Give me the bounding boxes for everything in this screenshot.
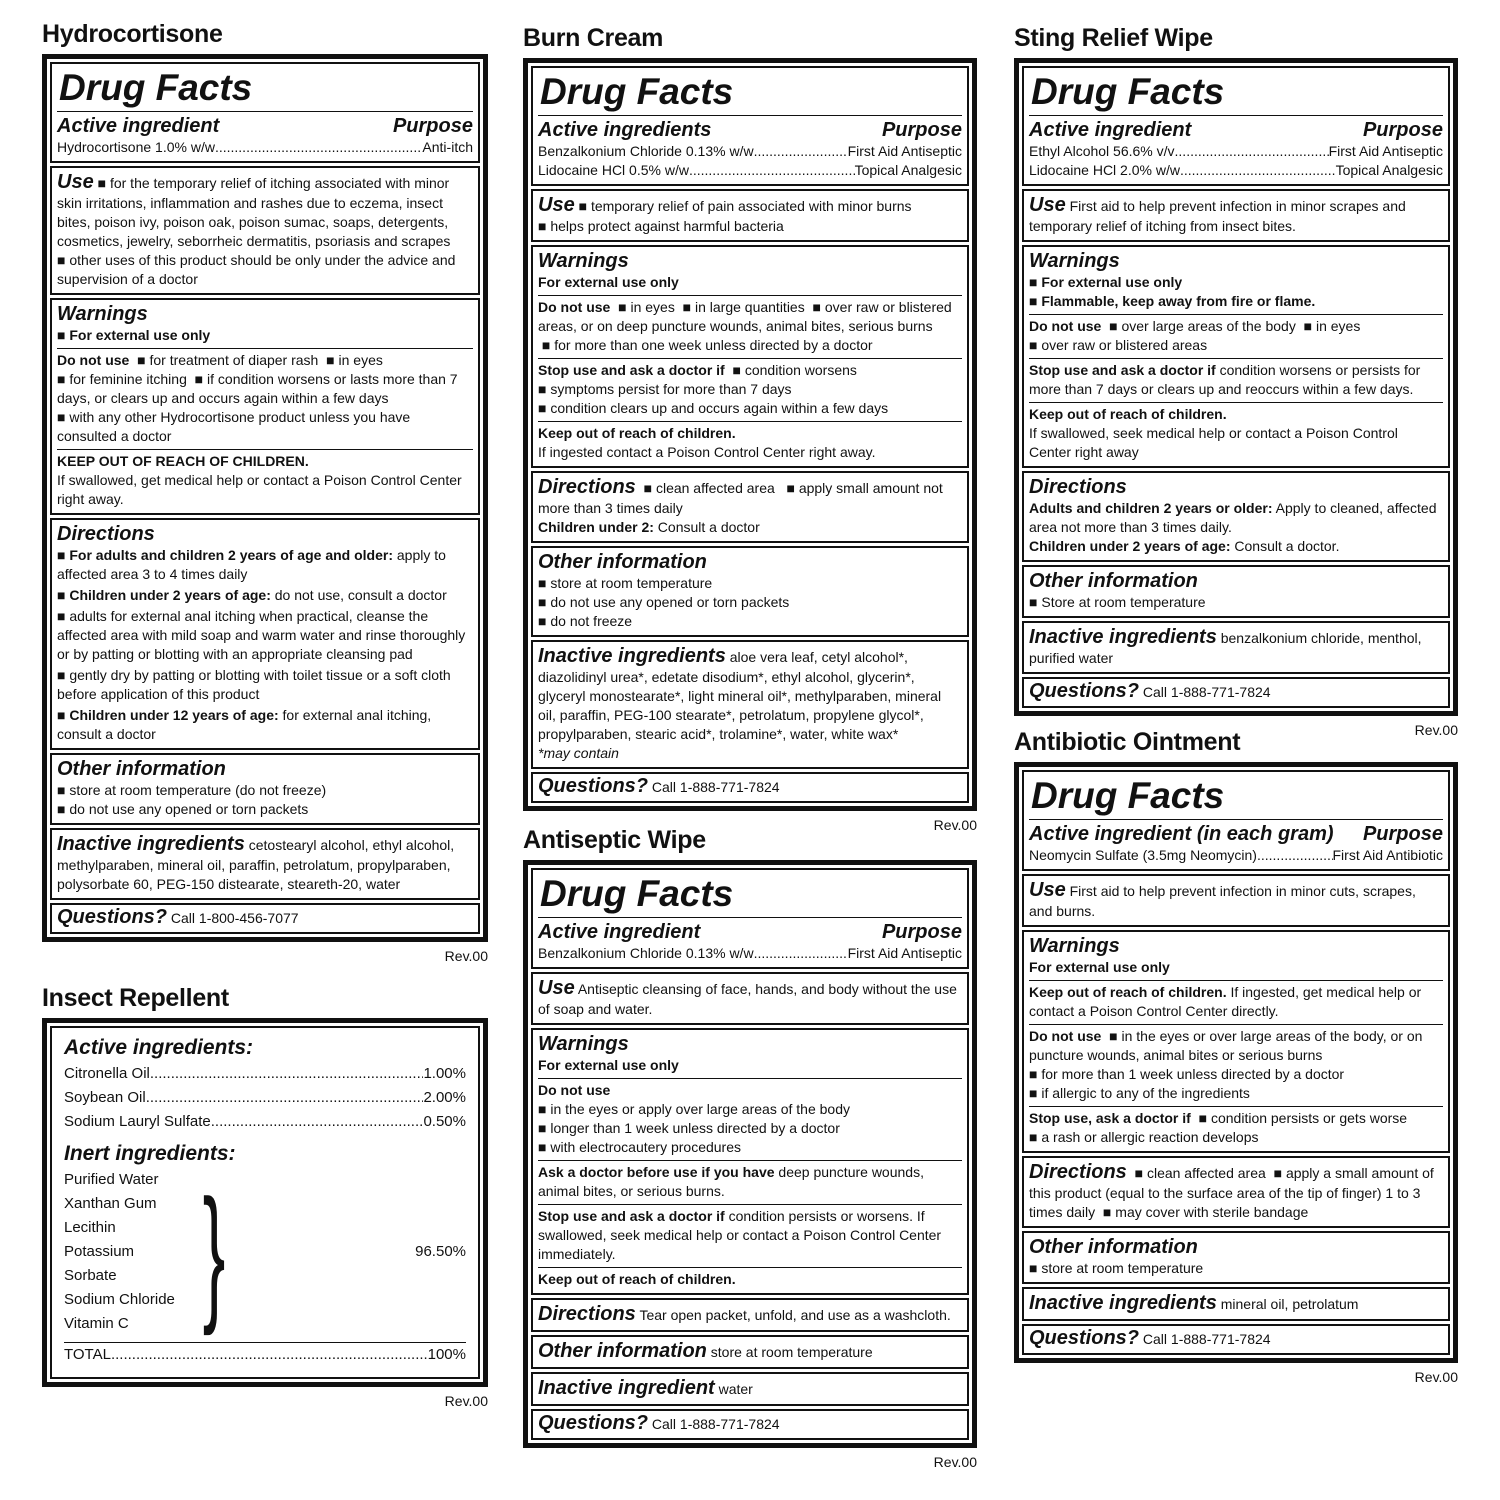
revision: Rev.00 bbox=[1414, 722, 1458, 738]
directions-section: Directions ■ clean affected area ■ apply a small amount of this product (equal to the surface area of the tip of finger) 1 to 3 times daily ■ may cover with sterile bandage bbox=[1022, 1156, 1450, 1228]
product-title: Antibiotic Ointment bbox=[1014, 728, 1241, 756]
inert-item: Vitamin C bbox=[64, 1315, 129, 1332]
directions-section: Directions ■ For adults and children 2 years of age and older: apply to affected area 3 to 4 times daily ■ Children under 2 years of age: do not use, consult a doctor ■ adults for external anal itching when practical, cleanse the affected area with mild soap and warm water and rinse thoroughly or by patting or blotting with an appropriate cleansing pad ■ gently dry by patting or blotting with toilet tissue or a soft cloth before application of this product ■ Children under 12 years of age: for external anal itching, consult a doctor bbox=[50, 518, 480, 750]
active-row: Citronella Oil ..... 1.00% bbox=[64, 1062, 466, 1086]
drug-facts-heading: Drug Facts bbox=[538, 71, 962, 116]
product-title: Hydrocortisone bbox=[42, 20, 223, 48]
drug-facts-heading: Drug Facts bbox=[57, 67, 473, 112]
inactive-section: Inactive ingredients aloe vera leaf, cetyl alcohol*, diazolidinyl urea*, edetate disodium*, ethyl alcohol, glycerin*, glyceryl monostearate*, light mineral oil*, methylparaben, mineral oil, paraffin, PEG-100 stearate*, petrolatum, propylene glycol*, propylparaben, stearic acid*, trolamine*, water, white wax* *may contain bbox=[531, 640, 969, 769]
drug-facts-label: Drug Facts Active ingredient (in each gram) Purpose Neomycin Sulfate (3.5mg Neomycin) ..... First Aid Antibiotic Use First aid to help prevent infection in minor cuts, scrapes, and burns. Warnings For external use only Keep out of reach of children. If ingested, get medical help or contact a Poison Control Center directly. Do not use ■ in the eyes or over large areas of the body, or on puncture wounds, animal bites or serious burns ■ for more than 1 week unless directed by a doctor ■ if allergic to any of the ingredients Stop use, ask a doctor if ■ condition persists or gets worse ■ a rash or allergic reaction develops Directions ■ clean affected area ■ apply a small amount of this product (equal to the surface area of the tip of finger) 1 to 3 times daily ■ may cover with sterile bandage Other information ■ store at room temperature Inactive ingredients mineral oil, petrolatum Questions? Call 1-888-771-7824 bbox=[1014, 762, 1458, 1363]
use-section: Use ■ temporary relief of pain associated with minor burns ■ helps protect against harmful bacteria bbox=[531, 189, 969, 242]
questions-section: Questions? Call 1-800-456-7077 bbox=[50, 903, 480, 934]
directions-section: Directions Tear open packet, unfold, and use as a washcloth. bbox=[531, 1298, 969, 1332]
inactive-section: Inactive ingredient water bbox=[531, 1372, 969, 1406]
inert-item: Purified Water bbox=[64, 1171, 159, 1188]
active-header: Active ingredient bbox=[57, 115, 220, 137]
warnings-section: Warnings For external use only Do not use ■ in eyes ■ in large quantities ■ over raw or blistered areas, or on deep puncture wounds, animal bites, serious burns ■ for more than one week unless directed by a doctor Stop use and ask a doctor if ■ condition worsens ■ symptoms persist for more than 7 days ■ condition clears up and occurs again within a few days Keep out of reach of children. If ingested contact a Poison Control Center right away. bbox=[531, 245, 969, 468]
drug-facts-heading: Drug Facts bbox=[1029, 775, 1443, 820]
drug-facts-label: Drug Facts Active ingredients Purpose Benzalkonium Chloride 0.13% w/w ..... First Aid Antiseptic Lidocaine HCl 0.5% w/w ..... Topical Analgesic Use ■ temporary relief of pain associated with minor burns ■ helps protect against harmful bacteria Warnings For external use only Do not use ■ in eyes ■ in large quantities ■ over raw or blistered areas, or on deep puncture wounds, animal bites, serious burns ■ for more than one week unless directed by a doctor Stop use and ask a doctor if ■ condition worsens ■ symptoms persist for more than 7 days ■ condition clears up and occurs again within a few days Keep out of reach of children. If ingested contact a Poison Control Center right away. Directions ■ clean affected area ■ apply small amount not more than 3 times daily Children under 2: Consult a doctor Other information ■ store at room temperature ■ do not use any opened or torn packets ■ do not freeze Inactive ingredients aloe vera leaf, cetyl alcohol*, diazolidinyl urea*, edetate disodium*, ethyl alcohol, glycerin*, glyceryl monostearate*, light mineral oil*, methylparaben, mineral oil, paraffin, PEG-100 stearate*, petrolatum, propylene glycol*, propylparaben, stearic acid*, trolamine*, water, white wax* *may contain Questions? Call 1-888-771-7824 bbox=[523, 58, 977, 811]
drug-facts-heading: Drug Facts bbox=[538, 873, 962, 918]
inert-item: Lecithin bbox=[64, 1219, 116, 1236]
revision: Rev.00 bbox=[933, 1454, 977, 1470]
revision: Rev.00 bbox=[933, 817, 977, 833]
brace-icon: } bbox=[202, 1168, 226, 1336]
inert-item: Sodium Chloride bbox=[64, 1291, 175, 1308]
other-info-section: Other information store at room temperature bbox=[531, 1335, 969, 1369]
total-row: TOTAL ..... 100% bbox=[64, 1343, 466, 1367]
drug-facts-label: Drug Facts Active ingredient Purpose Ethyl Alcohol 56.6% v/v ..... First Aid Antiseptic Lidocaine HCl 2.0% w/w ..... Topical Analgesic Use First aid to help prevent infection in minor scrapes and temporary relief of itching from insect bites. Warnings ■ For external use only ■ Flammable, keep away from fire or flame. Do not use ■ over large areas of the body ■ in eyes ■ over raw or blistered areas Stop use and ask a doctor if condition worsens or persists for more than 7 days or clears up and reoccurs within a few days. Keep out of reach of children. If swallowed, seek medical help or contact a Poison Control Center right away Directions Adults and children 2 years or older: Apply to cleaned, affected area not more than 3 times daily. Children under 2 years of age: Consult a doctor. Other information ■ Store at room temperature Inactive ingredients benzalkonium chloride, menthol, purified water Questions? Call 1-888-771-7824 bbox=[1014, 58, 1458, 716]
product-sting-relief-wipe bbox=[1014, 24, 1458, 738]
active-row: Sodium Lauryl Sulfate ..... 0.50% bbox=[64, 1110, 466, 1134]
warnings-section: Warnings For external use only Keep out of reach of children. If ingested, get medical help or contact a Poison Control Center directly. Do not use ■ in the eyes or over large areas of the body, or on puncture wounds, animal bites or serious burns ■ for more than 1 week unless directed by a doctor ■ if allergic to any of the ingredients Stop use, ask a doctor if ■ condition persists or gets worse ■ a rash or allergic reaction develops bbox=[1022, 930, 1450, 1153]
product-title: Sting Relief Wipe bbox=[1014, 24, 1213, 52]
inert-item: Potassium Sorbate bbox=[64, 1243, 135, 1284]
other-info-section: Other information ■ store at room temperature ■ do not use any opened or torn packets ■ do not freeze bbox=[531, 546, 969, 637]
inert-item: Xanthan Gum bbox=[64, 1195, 157, 1212]
drug-facts-label bbox=[42, 54, 488, 942]
questions-section: Questions? Call 1-888-771-7824 bbox=[1022, 677, 1450, 708]
active-row: Soybean Oil ..... 2.00% bbox=[64, 1086, 466, 1110]
warnings-section: Warnings For external use only Do not use ■ in the eyes or apply over large areas of the body ■ longer than 1 week unless directed by a doctor ■ with electrocautery procedures Ask a doctor before use if you have deep puncture wounds, animal bites, or serious burns. Stop use and ask a doctor if condition persists or worsens. If swallowed, seek medical help or contact a Poison Control Center immediately. Keep out of reach of children. bbox=[531, 1028, 969, 1295]
product-antiseptic-wipe bbox=[523, 826, 977, 1470]
inactive-section: Inactive ingredients cetostearyl alcohol, ethyl alcohol, methylparaben, mineral oil, paraffin, petrolatum, propylparaben, polysorbate 60, PEG-150 distearate, steareth-20, water bbox=[50, 828, 480, 900]
purpose-header: Purpose bbox=[392, 115, 473, 137]
use-section: Use ■ for the temporary relief of itching associated with minor skin irritations, inflammation and rashes due to eczema, insect bites, poison ivy, poison oak, poison sumac, soaps, detergents, cosmetics, jewelry, seborrheic dermatitis, psoriasis and scrapes ■ other uses of this product should be only under the advice and supervision of a doctor bbox=[50, 166, 480, 295]
active-row: Hydrocortisone 1.0% w/w ..... Anti-itch bbox=[57, 138, 473, 157]
product-title: Antiseptic Wipe bbox=[523, 826, 706, 854]
revision: Rev.00 bbox=[444, 948, 488, 964]
product-insect-repellent bbox=[42, 984, 488, 1409]
other-info-section: Other information ■ store at room temperature bbox=[1022, 1231, 1450, 1284]
drug-facts-label: Drug Facts Active ingredient Purpose Benzalkonium Chloride 0.13% w/w ..... First Aid Antiseptic Use Antiseptic cleansing of face, hands, and body without the use of soap and water. Warnings For external use only Do not use ■ in the eyes or apply over large areas of the body ■ longer than 1 week unless directed by a doctor ■ with electrocautery procedures Ask a doctor before use if you have deep puncture wounds, animal bites, or serious burns. Stop use and ask a doctor if condition persists or worsens. If swallowed, seek medical help or contact a Poison Control Center immediately. Keep out of reach of children. Directions Tear open packet, unfold, and use as a washcloth. Other information store at room temperature Inactive ingredient water Questions? Call 1-888-771-7824 bbox=[523, 860, 977, 1448]
ingredients-label: Active ingredients: Citronella Oil ..... 1.00% Soybean Oil ..... 2.00% Sodium Lauryl Sulfate ..... 0.50% Inert ingredients: Purified Water Xanthan Gum Lecithin Potassium Sorbate Sodium Chloride Vitamin C } 96.50% TOTAL ..... 100% bbox=[42, 1018, 488, 1387]
use-section: Use First aid to help prevent infection in minor cuts, scrapes, and burns. bbox=[1022, 874, 1450, 927]
directions-section: Directions ■ clean affected area ■ apply small amount not more than 3 times daily Children under 2: Consult a doctor bbox=[531, 471, 969, 543]
product-title: Burn Cream bbox=[523, 24, 664, 52]
product-antibiotic-ointment bbox=[1014, 728, 1458, 1385]
warnings-section: Warnings ■ For external use only ■ Flammable, keep away from fire or flame. Do not use ■ over large areas of the body ■ in eyes ■ over raw or blistered areas Stop use and ask a doctor if condition worsens or persists for more than 7 days or clears up and reoccurs within a few days. Keep out of reach of children. If swallowed, seek medical help or contact a Poison Control Center right away bbox=[1022, 245, 1450, 468]
inactive-section: Inactive ingredients mineral oil, petrolatum bbox=[1022, 1287, 1450, 1321]
questions-section: Questions? Call 1-888-771-7824 bbox=[1022, 1324, 1450, 1355]
inactive-section: Inactive ingredients benzalkonium chloride, menthol, purified water bbox=[1022, 621, 1450, 674]
use-section: Use Antiseptic cleansing of face, hands, and body without the use of soap and water. bbox=[531, 972, 969, 1025]
product-title: Insect Repellent bbox=[42, 984, 229, 1012]
other-info-section: Other information ■ Store at room temperature bbox=[1022, 565, 1450, 618]
other-info-section: Other information ■ store at room temperature (do not freeze) ■ do not use any opened or torn packets bbox=[50, 753, 480, 825]
inert-group: Purified Water Xanthan Gum Lecithin Potassium Sorbate Sodium Chloride Vitamin C } 96.50% bbox=[64, 1168, 466, 1336]
product-burn-cream bbox=[523, 24, 977, 833]
questions-section: Questions? Call 1-888-771-7824 bbox=[531, 772, 969, 803]
revision: Rev.00 bbox=[444, 1393, 488, 1409]
warnings-section: Warnings ■ For external use only Do not use ■ for treatment of diaper rash ■ in eyes ■ for feminine itching ■ if condition worsens or lasts more than 7 days, or clears up and occurs again within a few days ■ with any other Hydrocortisone product unless you have consulted a doctor KEEP OUT OF REACH OF CHILDREN. If swallowed, get medical help or contact a Poison Control Center right away. bbox=[50, 298, 480, 515]
questions-section: Questions? Call 1-888-771-7824 bbox=[531, 1409, 969, 1440]
use-section: Use First aid to help prevent infection in minor scrapes and temporary relief of itching from insect bites. bbox=[1022, 189, 1450, 242]
directions-section: Directions Adults and children 2 years or older: Apply to cleaned, affected area not more than 3 times daily. Children under 2 years of age: Consult a doctor. bbox=[1022, 471, 1450, 562]
drug-facts-heading: Drug Facts bbox=[1029, 71, 1443, 116]
revision: Rev.00 bbox=[1414, 1369, 1458, 1385]
product-hydrocortisone bbox=[42, 20, 488, 964]
